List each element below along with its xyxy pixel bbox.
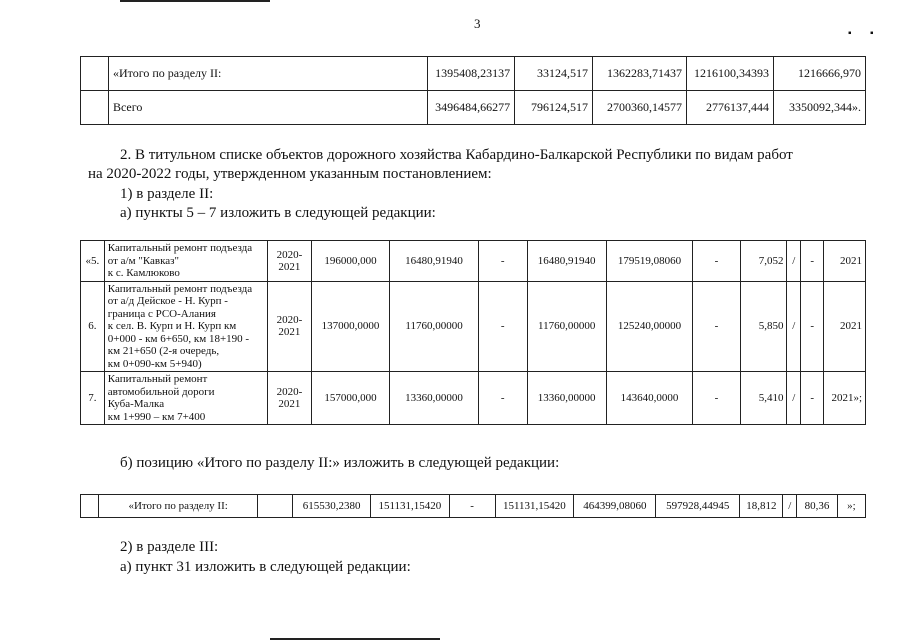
- paragraph-5: 2) в разделе III:: [120, 539, 219, 555]
- totals-cell: 2776137,444: [687, 91, 774, 125]
- total-label: «Итого по разделу II:: [99, 495, 258, 518]
- total-cell: »;: [837, 495, 865, 518]
- total-cell: 80,36: [797, 495, 838, 518]
- totals-cell: 796124,517: [515, 91, 593, 125]
- totals-cell: 33124,517: [515, 57, 593, 91]
- cell-cost: 196000,000: [311, 241, 390, 282]
- totals-cell: 3350092,344».: [774, 91, 866, 125]
- description-line: Капитальный ремонт: [107, 373, 208, 385]
- description-line: автомобильной дороги: [107, 385, 215, 398]
- cell-dash2: -: [693, 241, 740, 282]
- totals-cell: 2700360,14577: [593, 91, 687, 125]
- paragraph-1-line-2: на 2020-2022 годы, утвержденном указанным постановлением:: [88, 166, 492, 182]
- total-cell: /: [783, 495, 797, 518]
- scan-speck: ▪: [848, 28, 852, 39]
- work-description: [104, 281, 268, 372]
- description-line: к с. Камлюково: [107, 267, 180, 279]
- total-cell: -: [449, 495, 495, 518]
- totals-cell: 1362283,71437: [593, 57, 687, 91]
- cell-v3: 179519,08060: [606, 241, 693, 282]
- cell-v1: 13360,00000: [390, 372, 478, 425]
- table-row: [81, 281, 866, 372]
- description-line: граница с РСО-Алания: [107, 307, 216, 320]
- work-description: [104, 241, 268, 282]
- totals-cell: 1216666,970: [774, 57, 866, 91]
- cell-km: 5,410: [740, 372, 787, 425]
- cell-slash: /: [787, 281, 801, 372]
- cell-dash1: -: [478, 281, 527, 372]
- description-line: к сел. В. Курп и Н. Курп км: [107, 320, 237, 332]
- cell-period: 2020-2021: [268, 372, 311, 425]
- total-cell: 615530,2380: [293, 495, 371, 518]
- cell-dash3: -: [801, 241, 824, 282]
- work-description: [104, 372, 268, 425]
- scan-speck: ▪: [870, 28, 874, 39]
- top-rule: [120, 0, 270, 2]
- cell-v2: 11760,00000: [527, 281, 606, 372]
- totals-label: «Итого по разделу II:: [108, 57, 427, 91]
- cell-dash3: -: [801, 281, 824, 372]
- description-line: 0+000 - км 6+650, км 18+190 -: [107, 332, 250, 345]
- description-line: Куба-Малка: [107, 398, 165, 410]
- description-line: Капитальный ремонт подъезда: [107, 242, 253, 254]
- table-row: [81, 372, 866, 425]
- description-line: км 21+650 (2-я очередь,: [107, 345, 220, 357]
- table-row: [81, 241, 866, 282]
- cell-num: 6.: [81, 281, 105, 372]
- cell-v1: 16480,91940: [390, 241, 478, 282]
- totals-row: [81, 91, 866, 125]
- paragraph-2: 1) в разделе II:: [120, 186, 214, 202]
- items-table: [80, 240, 866, 425]
- total-cell: 597928,44945: [656, 495, 740, 518]
- cell-dash2: -: [693, 281, 740, 372]
- totals-table: [80, 56, 866, 125]
- cell-slash: /: [787, 372, 801, 425]
- description-line: км 1+990 – км 7+400: [107, 410, 206, 423]
- paragraph-6: а) пункт 31 изложить в следующей редакции:: [120, 559, 411, 575]
- cell-year: 2021: [824, 281, 866, 372]
- description-line: от а/м "Кавказ": [107, 254, 179, 267]
- total-cell: 151131,15420: [495, 495, 574, 518]
- cell-num: «5.: [81, 241, 105, 282]
- cell-slash: /: [787, 241, 801, 282]
- totals-cell: 1395408,23137: [428, 57, 515, 91]
- total-cell: 151131,15420: [371, 495, 450, 518]
- cell-dash3: -: [801, 372, 824, 425]
- cell-v3: 143640,0000: [606, 372, 693, 425]
- description-line: от а/д Дейское - Н. Курп -: [107, 295, 228, 307]
- cell-num: 7.: [81, 372, 105, 425]
- totals-label: Всего: [108, 91, 427, 125]
- cell-km: 7,052: [740, 241, 787, 282]
- cell-period: 2020-2021: [268, 241, 311, 282]
- cell-v3: 125240,00000: [606, 281, 693, 372]
- cell-v2: 13360,00000: [527, 372, 606, 425]
- total-cell: 18,812: [740, 495, 783, 518]
- cell-dash2: -: [693, 372, 740, 425]
- total-cell: 464399,08060: [574, 495, 656, 518]
- cell-v2: 16480,91940: [527, 241, 606, 282]
- cell-km: 5,850: [740, 281, 787, 372]
- cell-period: 2020-2021: [268, 281, 311, 372]
- page-number: 3: [474, 16, 481, 31]
- cell-year: 2021: [824, 241, 866, 282]
- section-total-table: [80, 494, 866, 518]
- totals-cell: 1216100,34393: [687, 57, 774, 91]
- cell-v1: 11760,00000: [390, 281, 478, 372]
- cell-dash1: -: [478, 372, 527, 425]
- paragraph-3: а) пункты 5 – 7 изложить в следующей редакции:: [120, 205, 436, 221]
- cell-cost: 137000,0000: [311, 281, 390, 372]
- cell-dash1: -: [478, 241, 527, 282]
- totals-cell: 3496484,66277: [428, 91, 515, 125]
- paragraph-1-line-1: 2. В титульном списке объектов дорожного хозяйства Кабардино-Балкарской Республики по видам работ: [120, 147, 793, 163]
- description-line: км 0+090-км 5+940): [107, 357, 202, 370]
- paragraph-4: б) позицию «Итого по разделу II:» изложить в следующей редакции:: [120, 455, 560, 471]
- description-line: Капитальный ремонт подъезда: [107, 282, 253, 295]
- cell-year: 2021»;: [824, 372, 866, 425]
- cell-cost: 157000,000: [311, 372, 390, 425]
- section-total-row: [81, 495, 866, 518]
- totals-row: [81, 57, 866, 91]
